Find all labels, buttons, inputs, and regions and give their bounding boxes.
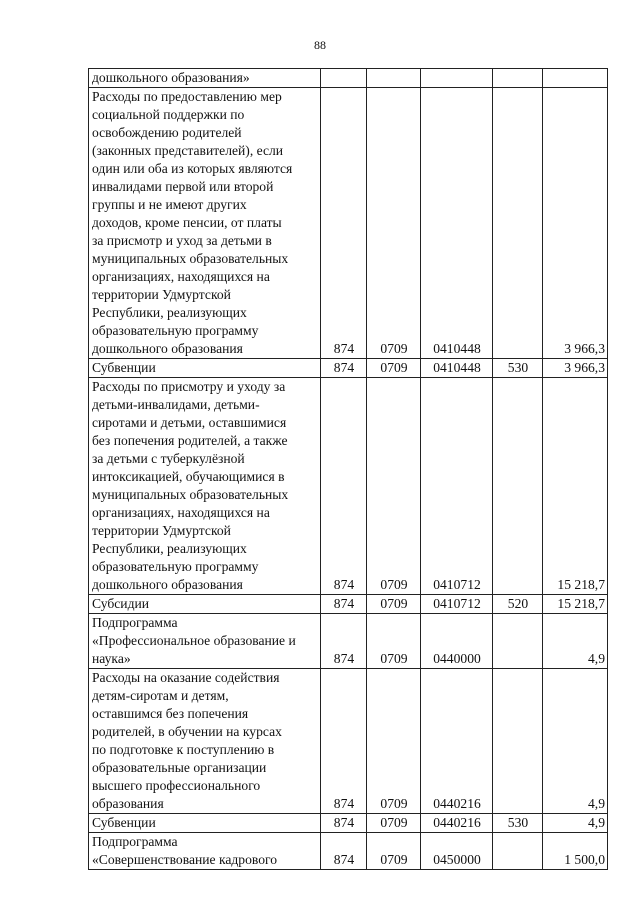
ved-code: 874 xyxy=(321,88,367,359)
target-article-code: 0410448 xyxy=(421,359,493,378)
ved-code: 874 xyxy=(321,833,367,870)
row-name-cell xyxy=(89,814,321,833)
target-article-code xyxy=(421,69,493,88)
row-name-cell xyxy=(89,69,321,88)
row-name-cell xyxy=(89,833,321,870)
table-row xyxy=(89,378,608,595)
expense-type-code: 530 xyxy=(493,814,543,833)
target-article-code: 0440216 xyxy=(421,669,493,814)
section-code: 0709 xyxy=(367,595,421,614)
row-name: Субсидии xyxy=(92,596,150,611)
expense-type-code xyxy=(493,669,543,814)
section-code: 0709 xyxy=(367,614,421,669)
target-article-code: 0410712 xyxy=(421,595,493,614)
row-name: Субвенции xyxy=(92,815,156,830)
table-row xyxy=(89,359,608,378)
budget-table-body xyxy=(89,69,608,870)
section-code: 0709 xyxy=(367,814,421,833)
table-row xyxy=(89,814,608,833)
section-code: 0709 xyxy=(367,833,421,870)
row-name-cell xyxy=(89,595,321,614)
amount: 15 218,7 xyxy=(543,595,608,614)
amount: 1 500,0 xyxy=(543,833,608,870)
target-article-code: 0450000 xyxy=(421,833,493,870)
section-code: 0709 xyxy=(367,88,421,359)
expense-type-code xyxy=(493,833,543,870)
expense-type-code xyxy=(493,88,543,359)
expense-type-code xyxy=(493,614,543,669)
row-name-cell xyxy=(89,669,321,814)
row-name-cell xyxy=(89,378,321,595)
row-name: Расходы по предоставлению мер социальной поддержки по освобождению родителей (законных представителей), если один или оба из которых являются инвалидами первой или второй группы и не имеют других доходов, кроме пенсии, от платы за присмотр и уход за детьми в муниципальных образовательных организациях, находящихся на территории Удмуртской Республики, реализующих образовательную программу дошкольного образования xyxy=(92,89,293,356)
page-number: 88 xyxy=(314,38,326,52)
ved-code: 874 xyxy=(321,614,367,669)
ved-code xyxy=(321,69,367,88)
ved-code: 874 xyxy=(321,359,367,378)
expense-type-code: 530 xyxy=(493,359,543,378)
ved-code: 874 xyxy=(321,814,367,833)
target-article-code: 0440000 xyxy=(421,614,493,669)
row-name-cell xyxy=(89,359,321,378)
target-article-code: 0440216 xyxy=(421,814,493,833)
ved-code: 874 xyxy=(321,378,367,595)
budget-table xyxy=(88,68,608,870)
section-code: 0709 xyxy=(367,378,421,595)
row-name: Расходы на оказание содействия детям-сиротам и детям, оставшимся без попечения родителей, в обучении на курсах по подготовке к поступлению в образовательные организации высшего профессионального образования xyxy=(92,670,282,811)
row-name: дошкольного образования» xyxy=(92,70,250,85)
expense-type-code xyxy=(493,69,543,88)
amount: 3 966,3 xyxy=(543,359,608,378)
section-code: 0709 xyxy=(367,669,421,814)
table-row xyxy=(89,614,608,669)
amount: 4,9 xyxy=(543,814,608,833)
row-name-cell xyxy=(89,614,321,669)
ved-code: 874 xyxy=(321,595,367,614)
table-row xyxy=(89,833,608,870)
target-article-code: 0410448 xyxy=(421,88,493,359)
target-article-code: 0410712 xyxy=(421,378,493,595)
table-row xyxy=(89,69,608,88)
amount xyxy=(543,69,608,88)
section-code xyxy=(367,69,421,88)
expense-type-code xyxy=(493,378,543,595)
row-name-cell xyxy=(89,88,321,359)
row-name: Подпрограмма «Совершенствование кадрового xyxy=(92,834,278,867)
table-row xyxy=(89,595,608,614)
table-row xyxy=(89,669,608,814)
amount: 4,9 xyxy=(543,614,608,669)
row-name: Подпрограмма «Профессиональное образование и наука» xyxy=(92,615,296,666)
row-name: Расходы по присмотру и уходу за детьми-инвалидами, детьми- сиротами и детьми, оставшимися без попечения родителей, а также за детьми с туберкулёзной интоксикацией, обучающимися в муниципальных образовательных организациях, находящихся на территории Удмуртской Республики, реализующих образовательную программу дошкольного образования xyxy=(92,379,289,592)
row-name: Субвенции xyxy=(92,360,156,375)
amount: 4,9 xyxy=(543,669,608,814)
amount: 15 218,7 xyxy=(543,378,608,595)
ved-code: 874 xyxy=(321,669,367,814)
expense-type-code: 520 xyxy=(493,595,543,614)
table-row xyxy=(89,88,608,359)
section-code: 0709 xyxy=(367,359,421,378)
amount: 3 966,3 xyxy=(543,88,608,359)
